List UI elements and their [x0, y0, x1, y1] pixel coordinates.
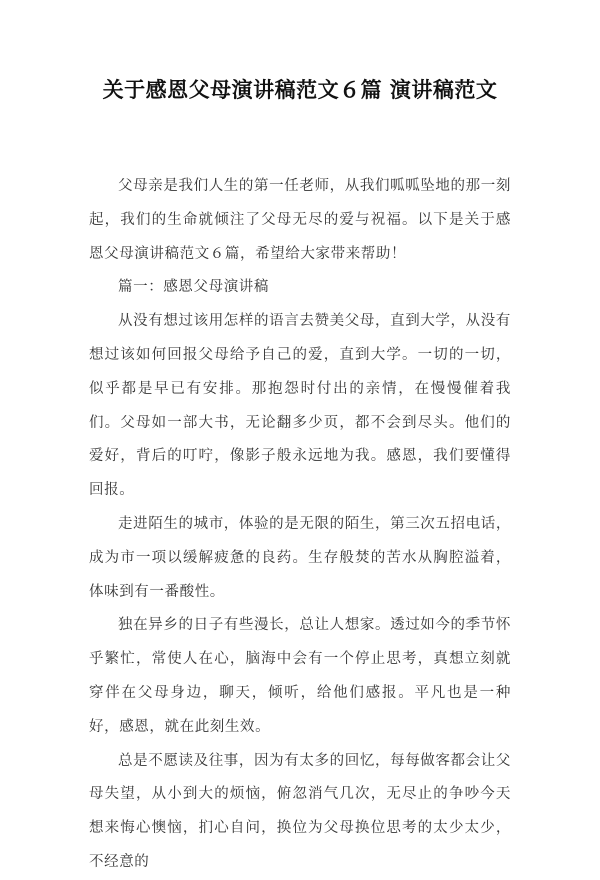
body-paragraph-2: 走进陌生的城市，体验的是无限的陌生，第三次五招电话，成为市一项以缓解疲惫的良药。生存般焚的苦水从胸腔溢着，体味到有一番酸性。: [89, 515, 511, 600]
intro-paragraph: 父母亲是我们人生的第一任老师，从我们呱呱坠地的那一刻起，我们的生命就倾注了父母无尽的爱与祝福。以下是关于感恩父母演讲稿范文６篇，希望给大家带来帮助！: [89, 178, 511, 262]
body-paragraph-4: 总是不愿读及往事，因为有太多的回忆，每每做客都会让父母失望，从小到大的烦恼，俯忽消气几次，无尽止的争吵今天想来悔心懊恼，扪心自问，换位为父母换位思考的太少太少，不经意的: [89, 752, 511, 870]
article-body: [89, 170, 511, 880]
body-paragraph-3: 独在异乡的日子有些漫长，总让人想家。透过如今的季节怀乎繁忙，常使人在心，脑海中会有一个停止思考，真想立刻就穿伴在父母身边，聊天，倾听，给他们感报。平凡也是一种好，感恩，就在此刻生效。: [89, 617, 511, 735]
body-paragraph-1: 从没有想过该用怎样的语言去赞美父母，直到大学，从没有想过该如何回报父母给予自己的爱，直到大学。一切的一切，似乎都是早已有安排。那抱怨时付出的亲情，在慢慢催着我们。父母如一部大书，无论翻多少页，都不会到尽头。他们的爱好，背后的叮咛，像影子般永远地为我。感恩，我们要懂得回报。: [89, 313, 511, 499]
page-title: 关于感恩父母演讲稿范文６篇 演讲稿范文: [102, 77, 498, 102]
section-heading: 篇一：感恩父母演讲稿: [118, 279, 269, 296]
